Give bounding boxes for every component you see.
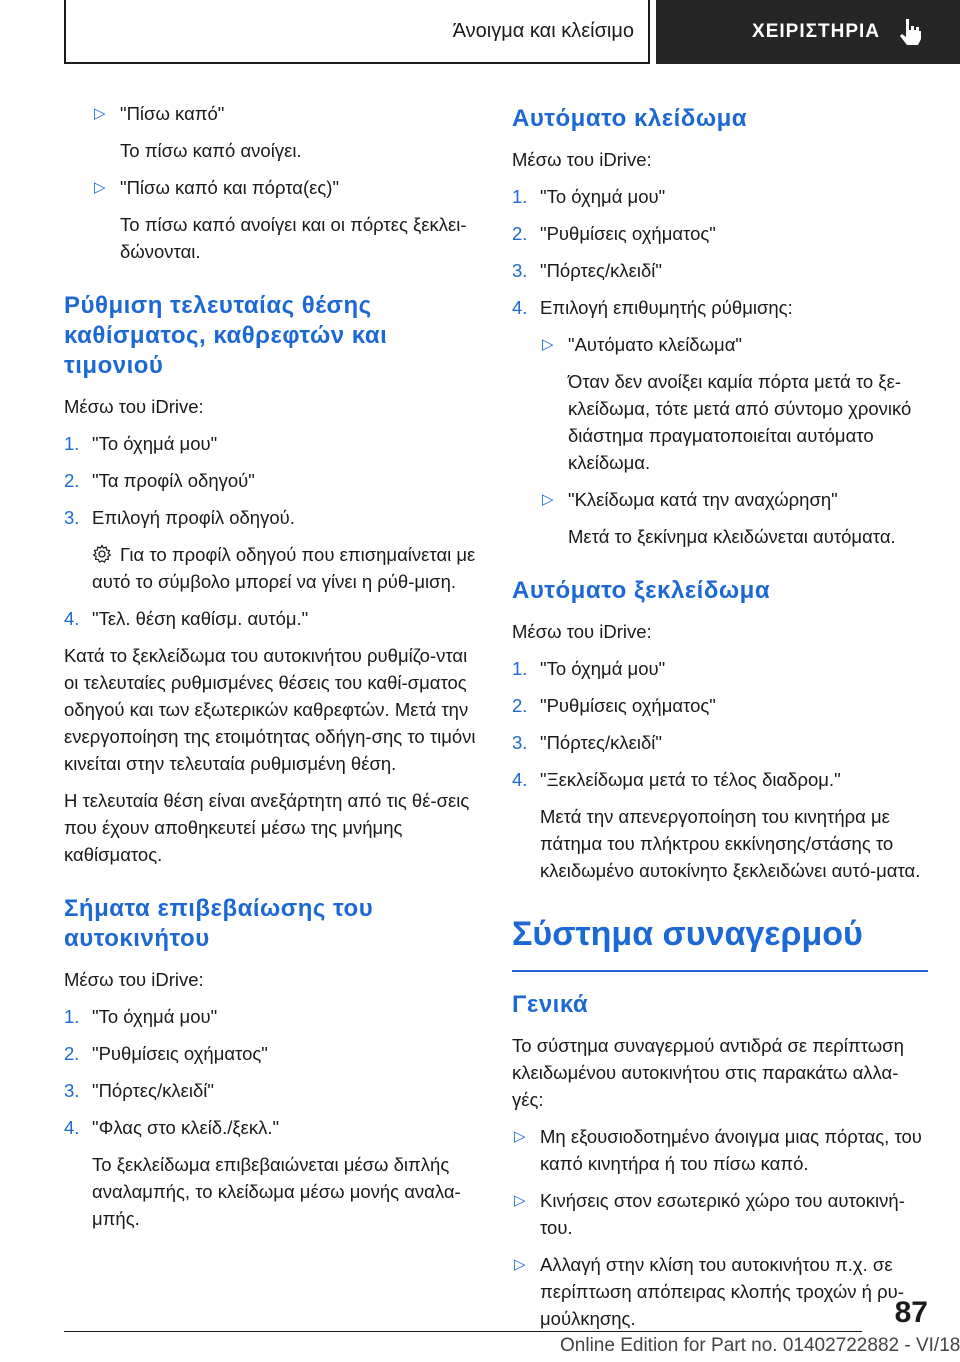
step-text: "Φλας στο κλείδ./ξεκλ." [92,1117,280,1138]
list-item [512,1251,928,1332]
section-heading: Αυτόματο κλείδωμα [512,105,748,132]
step-item [64,1003,480,1030]
step-number: 4. [64,608,80,629]
step-number: 1. [512,186,528,207]
step-item [64,1114,480,1141]
page-number: 87 [894,1296,928,1329]
section-heading: Αυτόματο ξεκλείδωμα [512,577,771,604]
note-text: Για το προφίλ οδηγού που επισημαίνεται με αυτό το σύμβολο μπορεί να γίνει η ρύθ-μιση. [92,544,476,592]
step-number: 4. [512,297,528,318]
step-item [512,257,928,284]
footer-divider [64,1331,862,1332]
paragraph: Η τελευταία θέση είναι ανεξάρτητη από τις θέ-σεις που έχουν αποθηκευτεί μέσω της μνήμης καθίσματος. [64,790,470,865]
step-number: 1. [64,433,80,454]
triangle-bullet-icon: ▷ [514,1128,526,1145]
intro-text: Μέσω του iDrive: [64,396,204,417]
triangle-bullet-icon: ▷ [542,336,554,353]
option-label: "Κλείδωμα κατά την αναχώρηση" [568,489,838,510]
step-item [512,655,928,682]
header-chapter-tab [656,0,960,64]
gear-icon [92,544,112,564]
step-item [512,766,928,793]
step-item [64,430,480,457]
left-column [64,100,480,1242]
step-number: 2. [64,1043,80,1064]
intro-text: Μέσω του iDrive: [64,969,204,990]
step-item [512,220,928,247]
header-section-title [64,0,650,64]
list-item [512,331,928,358]
chapter-title: ΧΕΙΡΙΣΤΗΡΙΑ [752,21,880,42]
paragraph: Κατά το ξεκλείδωμα του αυτοκινήτου ρυθμίζο-νται οι τελευταίες ρυθμισμένες θέσεις του καθί-σματος οδηγού και των εξωτερικών καθρεφτών. Μετά την ενεργοποίηση της ετοιμότητας οδήγη-σης το τιμόνι κινείται στην τελευταία ρυθμισμένη θέση. [64,645,476,774]
intro-text: Μέσω του iDrive: [512,621,652,642]
step-text: "Ρυθμίσεις οχήματος" [92,1043,268,1064]
section-heading: Γενικά [512,991,589,1018]
step-number: 2. [512,695,528,716]
step-number: 4. [512,769,528,790]
list-item [64,174,480,201]
step-text: "Το όχημά μου" [540,658,666,679]
right-column [512,100,928,1342]
step-text: "Ρυθμίσεις οχήματος" [540,695,716,716]
triangle-bullet-icon: ▷ [542,491,554,508]
step-text: "Ρυθμίσεις οχήματος" [540,223,716,244]
step-note [64,541,480,595]
step-item [64,1077,480,1104]
section-title: Άνοιγμα και κλείσιμο [452,19,634,42]
triangle-bullet-icon: ▷ [514,1192,526,1209]
paragraph: Το σύστημα συναγερμού αντιδρά σε περίπτωση κλειδωμένου αυτοκινήτου στις παρακάτω αλλα-γές: [512,1035,904,1110]
step-number: 2. [512,223,528,244]
step-text: "Το όχημά μου" [540,186,666,207]
section-heading: Ρύθμιση τελευταίας θέσης καθίσματος, καθρεφτών και τιμονιού [64,292,388,379]
bullet-description: Το πίσω καπό ανοίγει και οι πόρτες ξεκλει-δώνονται. [120,214,467,262]
step-item [64,504,480,531]
list-item [512,486,928,513]
step-text: "Πόρτες/κλειδί" [540,732,662,753]
step-item [512,729,928,756]
step-number: 3. [64,507,80,528]
bullet-label: "Πίσω καπό" [120,103,225,124]
step-item [64,467,480,494]
list-item-text: Κινήσεις στον εσωτερικό χώρο του αυτοκινή-του. [540,1190,905,1238]
step-number: 2. [64,470,80,491]
intro-text: Μέσω του iDrive: [512,149,652,170]
option-description: Όταν δεν ανοίξει καμία πόρτα μετά το ξε-κλείδωμα, τότε μετά από σύντομο χρονικό διάστημα πραγματοποιείται αυτόματο κλείδωμα. [568,371,912,473]
step-text: "Το όχημά μου" [92,433,218,454]
step-text: "Το όχημά μου" [92,1006,218,1027]
list-item [64,100,480,127]
chapter-heading: Σύστημα συναγερμού [512,914,928,972]
step-number: 4. [64,1117,80,1138]
footer-edition: Online Edition for Part no. 01402722882 - VI/18 [560,1335,960,1356]
step-item [512,692,928,719]
step-number: 3. [512,732,528,753]
step-item [64,1040,480,1067]
list-item [512,1187,928,1241]
step-number: 3. [64,1080,80,1101]
step-description: Το ξεκλείδωμα επιβεβαιώνεται μέσω διπλής αναλαμπής, το κλείδωμα μέσω μονής αναλα-μπής. [92,1154,461,1229]
step-text: "Τα προφίλ οδηγού" [92,470,255,491]
option-label: "Αυτόματο κλείδωμα" [568,334,742,355]
step-number: 1. [512,658,528,679]
step-number: 3. [512,260,528,281]
section-heading: Σήματα επιβεβαίωσης του αυτοκινήτου [64,895,374,952]
step-description: Μετά την απενεργοποίηση του κινητήρα με πάτημα του πλήκτρου εκκίνησης/στάσης το κλειδωμένο αυτοκίνητο ξεκλειδώνει αυτό-ματα. [540,806,921,881]
option-description: Μετά το ξεκίνημα κλειδώνεται αυτόματα. [568,526,896,547]
step-item [64,605,480,632]
step-text: Επιλογή επιθυμητής ρύθμισης: [540,297,793,318]
list-item-text: Αλλαγή στην κλίση του αυτοκινήτου π.χ. σε περίπτωση απόπειρας κλοπής τροχών ή ρυ-μούλκησης. [540,1254,904,1329]
step-text: "Πόρτες/κλειδί" [92,1080,214,1101]
triangle-bullet-icon: ▷ [514,1256,526,1273]
step-item [512,294,928,321]
list-item-text: Μη εξουσιοδοτημένο άνοιγμα μιας πόρτας, του καπό κινητήρα ή του πίσω καπό. [540,1126,922,1174]
list-item [512,1123,928,1177]
step-item [512,183,928,210]
step-text: "Πόρτες/κλειδί" [540,260,662,281]
step-text: "Τελ. θέση καθίσμ. αυτόμ." [92,608,309,629]
step-number: 1. [64,1006,80,1027]
bullet-description: Το πίσω καπό ανοίγει. [120,140,302,161]
hand-pointer-icon [896,17,924,47]
step-text: "Ξεκλείδωμα μετά το τέλος διαδρομ." [540,769,841,790]
triangle-bullet-icon: ▷ [94,179,106,196]
bullet-label: "Πίσω καπό και πόρτα(ες)" [120,177,340,198]
step-text: Επιλογή προφίλ οδηγού. [92,507,295,528]
triangle-bullet-icon: ▷ [94,105,106,122]
